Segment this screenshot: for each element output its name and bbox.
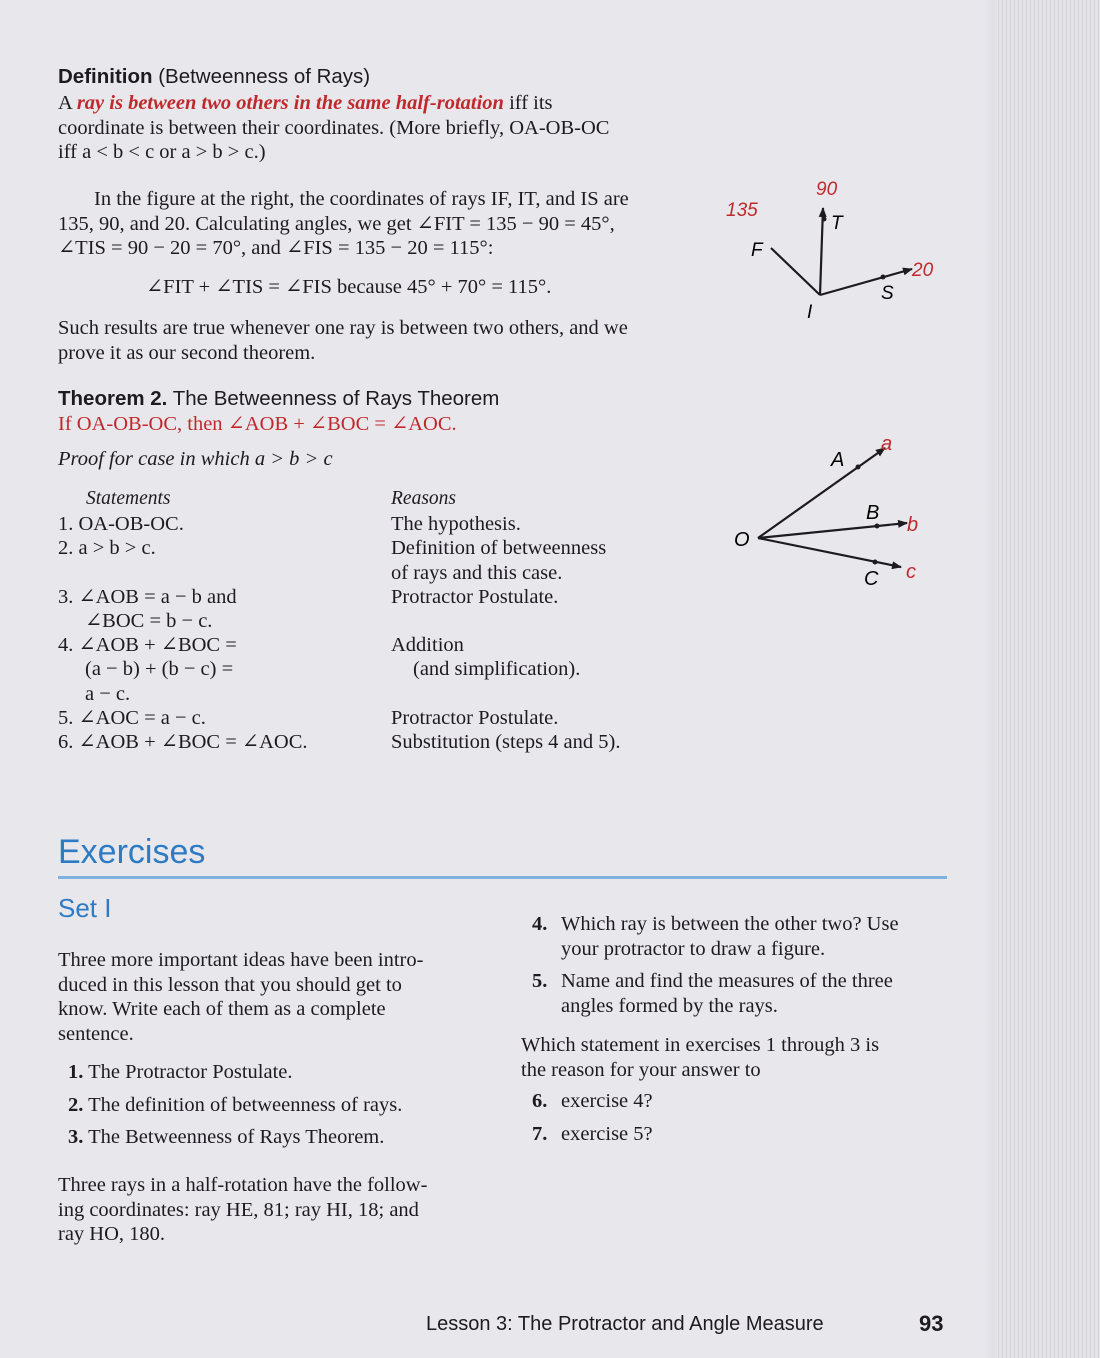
reason-4 bbox=[391, 633, 691, 682]
intro-paragraph bbox=[58, 187, 698, 261]
statement-6 bbox=[58, 730, 378, 754]
exercise-5-line-1: Name and find the measures of the three bbox=[561, 970, 893, 992]
which-intro-line-2: the reason for your answer to bbox=[521, 1058, 761, 1081]
reason-spacer-1 bbox=[391, 609, 691, 633]
ray-if bbox=[771, 248, 820, 295]
rays-aob-figure bbox=[725, 428, 965, 588]
set-intro-line-3: know. Write each of them as a complete bbox=[58, 998, 386, 1020]
exercise-1-text: The Protractor Postulate. bbox=[88, 1061, 293, 1083]
ray-oc bbox=[758, 538, 901, 567]
definition-heading-bold: Definition bbox=[58, 65, 153, 88]
rays-intro-line-2: ing coordinates: ray HE, 81; ray HI, 18; and bbox=[58, 1198, 419, 1221]
which-intro-line-1: Which statement in exercises 1 through 3 is bbox=[521, 1034, 880, 1056]
statement-6-line: 6. ∠AOB + ∠BOC = ∠AOC. bbox=[58, 731, 308, 754]
reason-2 bbox=[391, 536, 691, 585]
definition-line-1b: iff its bbox=[503, 92, 553, 114]
statement-4 bbox=[58, 633, 378, 706]
definition-red-phrase: ray is between two others in the same half-rotation bbox=[76, 92, 504, 114]
label-b-lower: b bbox=[907, 514, 919, 536]
reason-2-line-2: of rays and this case. bbox=[391, 561, 563, 584]
reason-1: The hypothesis. bbox=[391, 513, 521, 535]
exercise-2 bbox=[68, 1093, 498, 1118]
label-c-lower: c bbox=[906, 561, 916, 583]
rays-intro-line-1: Three rays in a half-rotation have the follow- bbox=[58, 1174, 428, 1196]
reason-4-line-2: (and simplification). bbox=[413, 658, 581, 681]
statement-3 bbox=[58, 585, 378, 634]
proof-statements bbox=[58, 512, 378, 755]
set-intro-line-2: duced in this lesson that you should get to bbox=[58, 973, 402, 996]
statement-spacer bbox=[58, 561, 378, 585]
exercise-5 bbox=[532, 969, 952, 1018]
definition-line-2: coordinate is between their coordinates. (More briefly, OA-OB-OC bbox=[58, 116, 610, 139]
exercise-list-1 bbox=[68, 1060, 498, 1150]
statement-1 bbox=[58, 512, 378, 536]
coord-20-label: 20 bbox=[912, 260, 934, 281]
set-intro-line-1: Three more important ideas have been intro- bbox=[58, 949, 424, 971]
statements-header: Statements bbox=[86, 488, 171, 509]
theorem-heading-rest: The Betweenness of Rays Theorem bbox=[167, 387, 500, 410]
statement-4-line-2: (a − b) + (b − c) = bbox=[85, 658, 234, 681]
statement-5-line: 5. ∠AOC = a − c. bbox=[58, 707, 206, 730]
exercise-5-line-2: angles formed by the rays. bbox=[561, 994, 778, 1017]
statement-2 bbox=[58, 536, 378, 560]
footer-lesson-title: Lesson 3: The Protractor and Angle Measure bbox=[426, 1313, 824, 1335]
exercise-7 bbox=[532, 1122, 952, 1147]
definition-line-1 bbox=[58, 91, 698, 116]
label-f: F bbox=[751, 240, 763, 261]
definition-line-3: iff a < b < c or a > b > c.) bbox=[58, 141, 266, 163]
exercise-7-text: exercise 5? bbox=[561, 1122, 653, 1145]
statement-5 bbox=[58, 706, 378, 730]
statement-4-line-1: 4. ∠AOB + ∠BOC = bbox=[58, 634, 237, 657]
label-o: O bbox=[734, 529, 750, 551]
exercises-rule bbox=[58, 876, 947, 879]
exercise-4-line-2: your protractor to draw a figure. bbox=[561, 937, 826, 960]
label-s: S bbox=[881, 283, 894, 304]
reason-4-line-1: Addition bbox=[391, 634, 464, 657]
exercise-list-2 bbox=[532, 912, 952, 1018]
page-number: 93 bbox=[919, 1311, 944, 1336]
set-intro-line-4: sentence. bbox=[58, 1022, 134, 1045]
intro-line-1: In the figure at the right, the coordinates of rays IF, IT, and IS are bbox=[94, 188, 629, 210]
intro-line-4: Such results are true whenever one ray is between two others, and we bbox=[58, 317, 628, 339]
theorem-heading bbox=[58, 387, 499, 411]
exercise-5-num: 5. bbox=[532, 970, 548, 992]
rays-fit-figure bbox=[715, 170, 955, 330]
point-t bbox=[822, 217, 827, 222]
definition-line-1a: A bbox=[58, 92, 77, 114]
definition-body bbox=[58, 91, 698, 165]
point-s bbox=[881, 275, 886, 280]
set-title: Set I bbox=[58, 893, 112, 923]
proof-heading: Proof for case in which a > b > c bbox=[58, 448, 333, 470]
exercises-title: Exercises bbox=[58, 833, 206, 871]
exercise-1-num: 1. bbox=[68, 1061, 84, 1083]
label-a-upper: A bbox=[831, 449, 845, 471]
coord-135-label: 135 bbox=[726, 200, 758, 221]
statement-2-line: 2. a > b > c. bbox=[58, 537, 156, 560]
page-stack-edge bbox=[995, 0, 1100, 1358]
statement-4-line-3: a − c. bbox=[85, 682, 131, 705]
exercise-6-text: exercise 4? bbox=[561, 1090, 653, 1112]
exercise-4-num: 4. bbox=[532, 913, 548, 935]
label-b-upper: B bbox=[866, 502, 880, 524]
exercise-6-num: 6. bbox=[532, 1090, 548, 1112]
statement-3-line-1: 3. ∠AOB = a − b and bbox=[58, 585, 237, 608]
ray-it bbox=[820, 208, 823, 295]
exercise-5-body bbox=[561, 969, 893, 1018]
ray-is bbox=[820, 269, 912, 295]
label-i: I bbox=[807, 302, 813, 323]
point-c bbox=[873, 560, 878, 565]
exercise-1 bbox=[68, 1060, 498, 1085]
label-a-lower: a bbox=[881, 433, 893, 455]
label-t: T bbox=[831, 213, 843, 234]
reason-spacer-2 bbox=[391, 682, 691, 706]
exercise-3 bbox=[68, 1125, 498, 1150]
exercise-3-num: 3. bbox=[68, 1126, 84, 1148]
rays-intro bbox=[58, 1173, 488, 1247]
exercise-4 bbox=[532, 912, 952, 961]
exercise-2-text: The definition of betweenness of rays. bbox=[88, 1093, 403, 1116]
intro-line-3: ∠TIS = 90 − 20 = 70°, and ∠FIS = 135 − 20 = 115°: bbox=[58, 237, 494, 259]
proof-reasons bbox=[391, 512, 691, 754]
exercise-3-text: The Betweenness of Rays Theorem. bbox=[88, 1126, 385, 1148]
exercise-4-line-1: Which ray is between the other two? Use bbox=[561, 913, 899, 935]
reasons-header: Reasons bbox=[391, 488, 456, 509]
reason-6: Substitution (steps 4 and 5). bbox=[391, 731, 621, 754]
intro-line-5: prove it as our second theorem. bbox=[58, 341, 316, 364]
intro-conclusion bbox=[58, 316, 698, 365]
theorem-statement: If OA-OB-OC, then ∠AOB + ∠BOC = ∠AOC. bbox=[58, 413, 457, 435]
exercise-7-num: 7. bbox=[532, 1122, 548, 1145]
theorem-heading-bold: Theorem 2. bbox=[58, 387, 168, 410]
set-intro bbox=[58, 948, 488, 1046]
reason-5: Protractor Postulate. bbox=[391, 706, 559, 729]
statement-1-line: 1. OA-OB-OC. bbox=[58, 513, 184, 535]
point-a bbox=[856, 465, 861, 470]
intro-equation: ∠FIT + ∠TIS = ∠FIS because 45° + 70° = 115°. bbox=[146, 276, 552, 298]
coord-90-label: 90 bbox=[816, 179, 838, 200]
which-intro bbox=[521, 1033, 951, 1082]
exercise-4-body bbox=[561, 912, 899, 961]
rays-intro-line-3: ray HO, 180. bbox=[58, 1223, 166, 1245]
ray-oa bbox=[758, 448, 885, 538]
reason-2-line-1: Definition of betweenness bbox=[391, 537, 607, 560]
definition-heading-rest: (Betweenness of Rays) bbox=[152, 65, 371, 88]
ray-ob bbox=[758, 523, 907, 538]
label-c-upper: C bbox=[864, 568, 879, 588]
point-b bbox=[875, 524, 880, 529]
reason-3: Protractor Postulate. bbox=[391, 585, 559, 608]
exercise-2-num: 2. bbox=[68, 1093, 84, 1116]
statement-3-line-2: ∠BOC = b − c. bbox=[85, 609, 213, 632]
intro-line-2: 135, 90, and 20. Calculating angles, we get ∠FIT = 135 − 90 = 45°, bbox=[58, 212, 615, 235]
exercise-list-3 bbox=[532, 1089, 952, 1146]
exercise-6 bbox=[532, 1089, 952, 1114]
definition-heading bbox=[58, 65, 370, 89]
